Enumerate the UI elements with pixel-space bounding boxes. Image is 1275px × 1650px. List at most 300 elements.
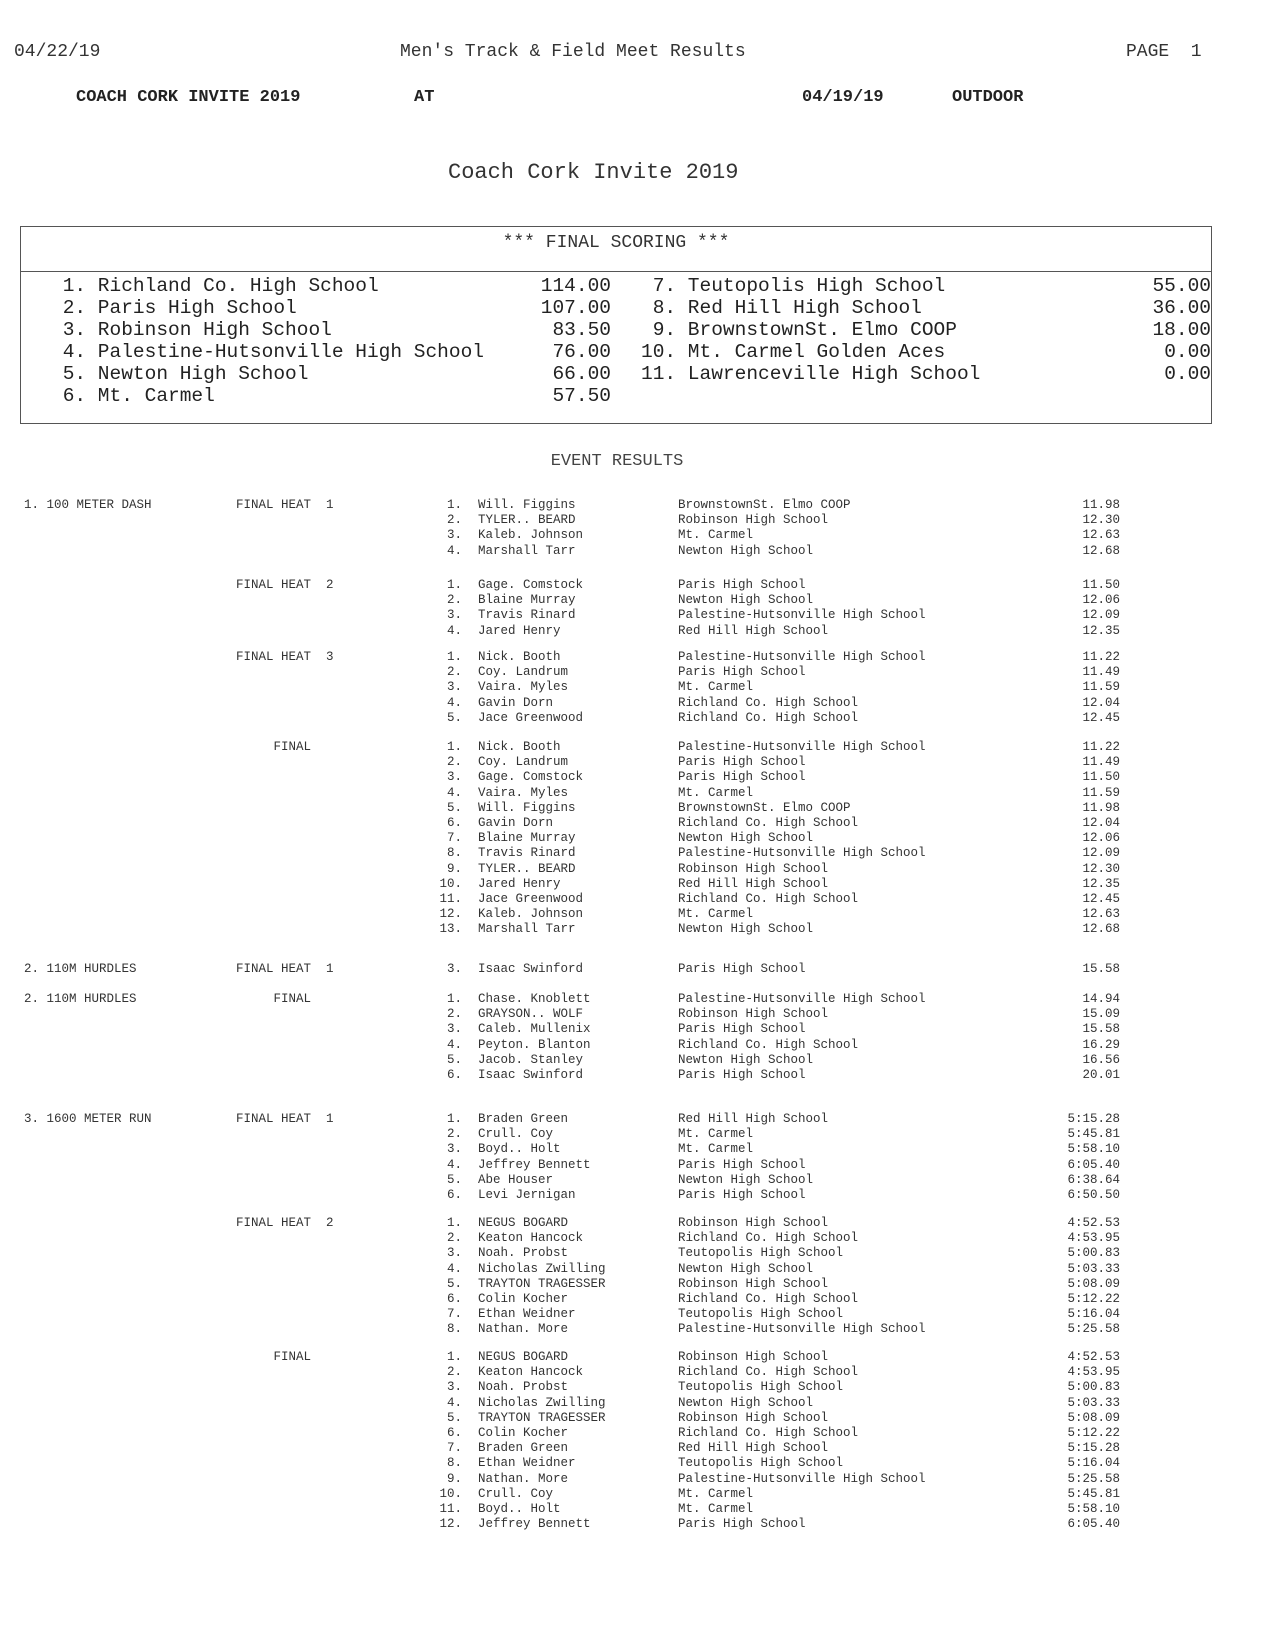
team-name: Richland Co. High School <box>678 816 859 830</box>
athlete-name: Gavin Dorn <box>478 695 554 710</box>
result-mark: 11.59 <box>1082 680 1120 695</box>
place: 2. <box>446 755 462 770</box>
scoring-team: 2. Paris High School <box>51 297 297 319</box>
scoring-row <box>51 363 611 385</box>
athlete-name: Caleb. Mullenix <box>478 1022 591 1037</box>
result-mark: 20.01 <box>1082 1068 1120 1082</box>
result-row <box>0 1053 1275 1069</box>
result-mark: 12.68 <box>1082 543 1120 558</box>
athlete-name: Gavin Dorn <box>478 816 554 830</box>
team-name: Newton High School <box>678 1395 814 1410</box>
final-scoring-title: *** FINAL SCORING *** <box>502 233 730 253</box>
result-row <box>0 1188 1275 1204</box>
print-date: 04/22/19 <box>14 42 101 62</box>
meet-date: 04/19/19 <box>802 88 884 107</box>
athlete-name: Blaine Murray <box>478 831 576 846</box>
result-row <box>0 1068 1275 1084</box>
team-name: Newton High School <box>678 543 814 558</box>
final-scoring-box <box>20 226 1212 424</box>
result-row <box>0 831 1275 847</box>
athlete-name: TRAYTON TRAGESSER <box>478 1276 606 1291</box>
team-name: Paris High School <box>678 1068 806 1082</box>
scoring-row <box>641 319 1211 341</box>
athlete-name: TYLER.. BEARD <box>478 513 576 528</box>
result-mark: 5:45.81 <box>1067 1127 1120 1142</box>
athlete-name: Braden Green <box>478 1112 569 1126</box>
team-name: Red Hill High School <box>678 1441 829 1456</box>
result-mark: 6:05.40 <box>1067 1517 1120 1532</box>
athlete-name: Travis Rinard <box>478 846 576 861</box>
place: 12. <box>439 907 462 922</box>
scoring-column-left <box>51 275 611 407</box>
team-name: Paris High School <box>678 1517 806 1532</box>
final-scoring-divider <box>21 271 1211 272</box>
scoring-points: 76.00 <box>552 341 611 363</box>
heat-label: FINAL <box>236 1350 312 1364</box>
result-row <box>0 1173 1275 1189</box>
athlete-name: Keaton Hancock <box>478 1365 584 1380</box>
place: 3. <box>446 1380 462 1395</box>
result-row <box>0 696 1275 712</box>
place: 2. <box>446 513 462 528</box>
result-mark: 5:25.58 <box>1067 1322 1120 1337</box>
result-mark: 6:50.50 <box>1067 1188 1120 1202</box>
heat-label: FINAL <box>236 740 312 754</box>
event-name: 2. 110M HURDLES <box>24 992 137 1006</box>
result-row <box>0 907 1275 923</box>
result-mark: 4:52.53 <box>1067 1216 1120 1230</box>
event-name: 3. 1600 METER RUN <box>24 1112 152 1126</box>
place: 10. <box>439 876 462 891</box>
heat-label: FINAL HEAT 2 <box>236 1216 334 1230</box>
result-mark: 4:52.53 <box>1067 1350 1120 1364</box>
scoring-team: 7. Teutopolis High School <box>641 275 946 297</box>
team-name: Red Hill High School <box>678 876 829 891</box>
scoring-points: 107.00 <box>540 297 611 319</box>
result-row <box>0 1216 1275 1232</box>
team-name: Richland Co. High School <box>678 695 859 710</box>
team-name: Palestine-Hutsonville High School <box>678 608 926 623</box>
athlete-name: TYLER.. BEARD <box>478 861 576 876</box>
scoring-team: 3. Robinson High School <box>51 319 332 341</box>
athlete-name: Nathan. More <box>478 1322 569 1337</box>
team-name: Palestine-Hutsonville High School <box>678 650 926 664</box>
athlete-name: Nicholas Zwilling <box>478 1261 606 1276</box>
athlete-name: Ethan Weidner <box>478 1307 576 1322</box>
team-name: Newton High School <box>678 831 814 846</box>
scoring-team: 4. Palestine-Hutsonville High School <box>51 341 484 363</box>
result-mark: 11.50 <box>1082 770 1120 785</box>
result-mark: 11.49 <box>1082 665 1120 680</box>
place: 3. <box>446 962 462 976</box>
athlete-name: Ethan Weidner <box>478 1456 576 1471</box>
result-mark: 11.49 <box>1082 755 1120 770</box>
result-row <box>0 786 1275 802</box>
athlete-name: GRAYSON.. WOLF <box>478 1007 584 1022</box>
result-mark: 5:25.58 <box>1067 1471 1120 1486</box>
result-mark: 5:15.28 <box>1067 1112 1120 1126</box>
result-mark: 12.63 <box>1082 907 1120 922</box>
result-row <box>0 846 1275 862</box>
place: 2. <box>446 1007 462 1022</box>
place: 5. <box>446 800 462 815</box>
team-name: Mt. Carmel <box>678 785 754 800</box>
result-row <box>0 992 1275 1008</box>
team-name: Teutopolis High School <box>678 1380 844 1395</box>
team-name: Robinson High School <box>678 513 829 528</box>
result-row <box>0 665 1275 681</box>
place: 7. <box>446 1307 462 1322</box>
result-mark: 12.09 <box>1082 608 1120 623</box>
result-mark: 11.98 <box>1082 498 1120 512</box>
athlete-name: Jared Henry <box>478 876 561 891</box>
place: 2. <box>446 1231 462 1246</box>
athlete-name: Nathan. More <box>478 1471 569 1486</box>
athlete-name: Colin Kocher <box>478 1292 569 1306</box>
result-row <box>0 498 1275 514</box>
place: 2. <box>446 593 462 608</box>
scoring-team: 8. Red Hill High School <box>641 297 922 319</box>
scoring-points: 0.00 <box>1164 341 1211 363</box>
place: 4. <box>446 1157 462 1172</box>
result-mark: 15.09 <box>1082 1007 1120 1022</box>
place: 5. <box>446 1410 462 1425</box>
athlete-name: Jeffrey Bennett <box>478 1517 591 1532</box>
team-name: Richland Co. High School <box>678 1365 859 1380</box>
result-row <box>0 1365 1275 1381</box>
team-name: Paris High School <box>678 755 806 770</box>
result-mark: 5:58.10 <box>1067 1142 1120 1157</box>
result-mark: 5:03.33 <box>1067 1261 1120 1276</box>
place: 4. <box>446 1395 462 1410</box>
heat-label: FINAL HEAT 3 <box>236 650 334 664</box>
result-row <box>0 770 1275 786</box>
scoring-row <box>51 341 611 363</box>
page-number: PAGE 1 <box>1126 42 1202 62</box>
athlete-name: Nick. Booth <box>478 650 561 664</box>
athlete-name: Isaac Swinford <box>478 962 584 976</box>
team-name: Robinson High School <box>678 1007 829 1022</box>
athlete-name: Vaira. Myles <box>478 680 569 695</box>
result-row <box>0 1307 1275 1323</box>
result-row <box>0 1396 1275 1412</box>
result-mark: 15.58 <box>1082 962 1120 976</box>
result-row <box>0 624 1275 640</box>
team-name: BrownstownSt. Elmo COOP <box>678 800 851 815</box>
result-mark: 4:53.95 <box>1067 1365 1120 1380</box>
team-name: Richland Co. High School <box>678 1037 859 1052</box>
athlete-name: Will. Figgins <box>478 800 576 815</box>
result-row <box>0 1426 1275 1442</box>
result-mark: 11.59 <box>1082 785 1120 800</box>
result-mark: 12.68 <box>1082 922 1120 937</box>
team-name: Palestine-Hutsonville High School <box>678 740 926 754</box>
result-row <box>0 962 1275 978</box>
scoring-points: 36.00 <box>1152 297 1211 319</box>
result-row <box>0 1246 1275 1262</box>
scoring-points: 18.00 <box>1152 319 1211 341</box>
athlete-name: Marshall Tarr <box>478 922 576 937</box>
team-name: Mt. Carmel <box>678 1502 754 1516</box>
athlete-name: Coy. Landrum <box>478 665 569 680</box>
scoring-row <box>641 275 1211 297</box>
heat-label: FINAL HEAT 1 <box>236 962 334 976</box>
place: 1. <box>446 1350 462 1364</box>
meet-at-label: AT <box>414 88 435 107</box>
team-name: Mt. Carmel <box>678 528 754 543</box>
place: 4. <box>446 1261 462 1276</box>
scoring-team: 6. Mt. Carmel <box>51 385 215 407</box>
place: 7. <box>446 831 462 846</box>
result-mark: 12.45 <box>1082 710 1120 725</box>
team-name: Mt. Carmel <box>678 1142 754 1157</box>
athlete-name: Travis Rinard <box>478 608 576 623</box>
result-row <box>0 650 1275 666</box>
place: 2. <box>446 1127 462 1142</box>
team-name: Mt. Carmel <box>678 1127 754 1142</box>
athlete-name: Jacob. Stanley <box>478 1052 584 1067</box>
result-mark: 12.04 <box>1082 816 1120 830</box>
athlete-name: Crull. Coy <box>478 1486 554 1501</box>
result-row <box>0 1007 1275 1023</box>
athlete-name: Abe Houser <box>478 1172 554 1187</box>
team-name: Teutopolis High School <box>678 1307 844 1322</box>
athlete-name: Gage. Comstock <box>478 578 584 592</box>
athlete-name: Keaton Hancock <box>478 1231 584 1246</box>
result-mark: 12.30 <box>1082 513 1120 528</box>
result-row <box>0 1472 1275 1488</box>
document-title: Men's Track & Field Meet Results <box>400 42 746 62</box>
result-row <box>0 1350 1275 1366</box>
result-row <box>0 740 1275 756</box>
scoring-row <box>51 275 611 297</box>
team-name: Palestine-Hutsonville High School <box>678 1322 926 1337</box>
athlete-name: Gage. Comstock <box>478 770 584 785</box>
athlete-name: Levi Jernigan <box>478 1188 576 1202</box>
place: 3. <box>446 680 462 695</box>
result-row <box>0 755 1275 771</box>
place: 4. <box>446 543 462 558</box>
team-name: Newton High School <box>678 593 814 608</box>
meet-venue: OUTDOOR <box>952 88 1024 107</box>
team-name: Robinson High School <box>678 1410 829 1425</box>
team-name: Paris High School <box>678 770 806 785</box>
place: 3. <box>446 770 462 785</box>
place: 5. <box>446 710 462 725</box>
scoring-row <box>641 297 1211 319</box>
place: 6. <box>446 1292 462 1306</box>
team-name: BrownstownSt. Elmo COOP <box>678 498 851 512</box>
result-row <box>0 801 1275 817</box>
page-title: Coach Cork Invite 2019 <box>448 160 739 185</box>
result-row <box>0 1380 1275 1396</box>
team-name: Paris High School <box>678 962 806 976</box>
result-mark: 12.45 <box>1082 892 1120 906</box>
result-mark: 5:45.81 <box>1067 1486 1120 1501</box>
result-row <box>0 578 1275 594</box>
athlete-name: Marshall Tarr <box>478 543 576 558</box>
result-mark: 12.09 <box>1082 846 1120 861</box>
place: 3. <box>446 1142 462 1157</box>
athlete-name: Jeffrey Bennett <box>478 1157 591 1172</box>
result-row <box>0 1502 1275 1518</box>
place: 5. <box>446 1276 462 1291</box>
result-row <box>0 1127 1275 1143</box>
result-mark: 5:03.33 <box>1067 1395 1120 1410</box>
athlete-name: Noah. Probst <box>478 1380 569 1395</box>
athlete-name: Coy. Landrum <box>478 755 569 770</box>
place: 7. <box>446 1441 462 1456</box>
result-row <box>0 862 1275 878</box>
result-mark: 5:58.10 <box>1067 1502 1120 1516</box>
result-row <box>0 513 1275 529</box>
scoring-row <box>51 319 611 341</box>
result-mark: 6:38.64 <box>1067 1172 1120 1187</box>
athlete-name: Colin Kocher <box>478 1426 569 1440</box>
place: 2. <box>446 1365 462 1380</box>
athlete-name: Kaleb. Johnson <box>478 907 584 922</box>
team-name: Mt. Carmel <box>678 1486 754 1501</box>
place: 1. <box>446 992 462 1006</box>
result-row <box>0 1456 1275 1472</box>
team-name: Paris High School <box>678 1157 806 1172</box>
team-name: Robinson High School <box>678 1276 829 1291</box>
team-name: Newton High School <box>678 1261 814 1276</box>
team-name: Paris High School <box>678 665 806 680</box>
place: 3. <box>446 608 462 623</box>
place: 1. <box>446 740 462 754</box>
result-mark: 16.29 <box>1082 1037 1120 1052</box>
team-name: Robinson High School <box>678 1350 829 1364</box>
scoring-row <box>51 297 611 319</box>
place: 1. <box>446 1112 462 1126</box>
team-name: Paris High School <box>678 578 806 592</box>
place: 1. <box>446 650 462 664</box>
scoring-team: 9. BrownstownSt. Elmo COOP <box>641 319 957 341</box>
athlete-name: Crull. Coy <box>478 1127 554 1142</box>
team-name: Palestine-Hutsonville High School <box>678 846 926 861</box>
place: 8. <box>446 846 462 861</box>
result-row <box>0 892 1275 908</box>
team-name: Richland Co. High School <box>678 1292 859 1306</box>
athlete-name: Braden Green <box>478 1441 569 1456</box>
athlete-name: Peyton. Blanton <box>478 1037 591 1052</box>
result-row <box>0 544 1275 560</box>
result-mark: 5:12.22 <box>1067 1292 1120 1306</box>
result-mark: 11.50 <box>1082 578 1120 592</box>
result-row <box>0 680 1275 696</box>
place: 3. <box>446 528 462 543</box>
event-name: 1. 100 METER DASH <box>24 498 152 512</box>
team-name: Newton High School <box>678 1172 814 1187</box>
athlete-name: Chase. Knoblett <box>478 992 591 1006</box>
place: 8. <box>446 1456 462 1471</box>
scoring-points: 55.00 <box>1152 275 1211 297</box>
athlete-name: NEGUS BOGARD <box>478 1216 569 1230</box>
place: 8. <box>446 1322 462 1337</box>
place: 12. <box>439 1517 462 1532</box>
result-mark: 12.35 <box>1082 876 1120 891</box>
result-mark: 5:16.04 <box>1067 1307 1120 1322</box>
scoring-points: 57.50 <box>552 385 611 407</box>
result-row <box>0 608 1275 624</box>
place: 1. <box>446 498 462 512</box>
scoring-points: 0.00 <box>1164 363 1211 385</box>
athlete-name: Jace Greenwood <box>478 892 584 906</box>
team-name: Red Hill High School <box>678 1112 829 1126</box>
place: 6. <box>446 1068 462 1082</box>
result-mark: 12.04 <box>1082 695 1120 710</box>
scoring-column-right <box>641 275 1211 385</box>
athlete-name: Nicholas Zwilling <box>478 1395 606 1410</box>
result-mark: 4:53.95 <box>1067 1231 1120 1246</box>
result-mark: 14.94 <box>1082 992 1120 1006</box>
team-name: Palestine-Hutsonville High School <box>678 992 926 1006</box>
result-mark: 5:15.28 <box>1067 1441 1120 1456</box>
scoring-points: 114.00 <box>540 275 611 297</box>
place: 9. <box>446 861 462 876</box>
heat-label: FINAL HEAT 1 <box>236 1112 334 1126</box>
result-row <box>0 1158 1275 1174</box>
result-mark: 12.30 <box>1082 861 1120 876</box>
athlete-name: Jared Henry <box>478 623 561 638</box>
result-row <box>0 1022 1275 1038</box>
team-name: Mt. Carmel <box>678 680 754 695</box>
scoring-team: 1. Richland Co. High School <box>51 275 379 297</box>
team-name: Red Hill High School <box>678 623 829 638</box>
event-results-heading: EVENT RESULTS <box>550 452 684 471</box>
result-mark: 5:00.83 <box>1067 1380 1120 1395</box>
athlete-name: Noah. Probst <box>478 1246 569 1261</box>
place: 4. <box>446 1037 462 1052</box>
result-mark: 12.35 <box>1082 623 1120 638</box>
team-name: Richland Co. High School <box>678 1426 859 1440</box>
place: 4. <box>446 695 462 710</box>
team-name: Richland Co. High School <box>678 892 859 906</box>
result-mark: 11.22 <box>1082 740 1120 754</box>
team-name: Newton High School <box>678 922 814 937</box>
result-row <box>0 1517 1275 1533</box>
result-row <box>0 1262 1275 1278</box>
place: 4. <box>446 623 462 638</box>
result-row <box>0 922 1275 938</box>
result-row <box>0 1292 1275 1308</box>
athlete-name: Kaleb. Johnson <box>478 528 584 543</box>
result-row <box>0 877 1275 893</box>
place: 6. <box>446 1188 462 1202</box>
team-name: Teutopolis High School <box>678 1456 844 1471</box>
place: 1. <box>446 1216 462 1230</box>
place: 3. <box>446 1246 462 1261</box>
result-mark: 16.56 <box>1082 1052 1120 1067</box>
place: 6. <box>446 816 462 830</box>
result-mark: 5:08.09 <box>1067 1410 1120 1425</box>
athlete-name: TRAYTON TRAGESSER <box>478 1410 606 1425</box>
result-row <box>0 1411 1275 1427</box>
scoring-team: 11. Lawrenceville High School <box>641 363 981 385</box>
meet-name: COACH CORK INVITE 2019 <box>76 88 301 107</box>
result-mark: 12.06 <box>1082 831 1120 846</box>
result-mark: 12.06 <box>1082 593 1120 608</box>
place: 10. <box>439 1486 462 1501</box>
place: 2. <box>446 665 462 680</box>
result-mark: 11.98 <box>1082 800 1120 815</box>
result-row <box>0 593 1275 609</box>
result-mark: 5:08.09 <box>1067 1276 1120 1291</box>
place: 1. <box>446 578 462 592</box>
scoring-row <box>641 341 1211 363</box>
place: 5. <box>446 1172 462 1187</box>
